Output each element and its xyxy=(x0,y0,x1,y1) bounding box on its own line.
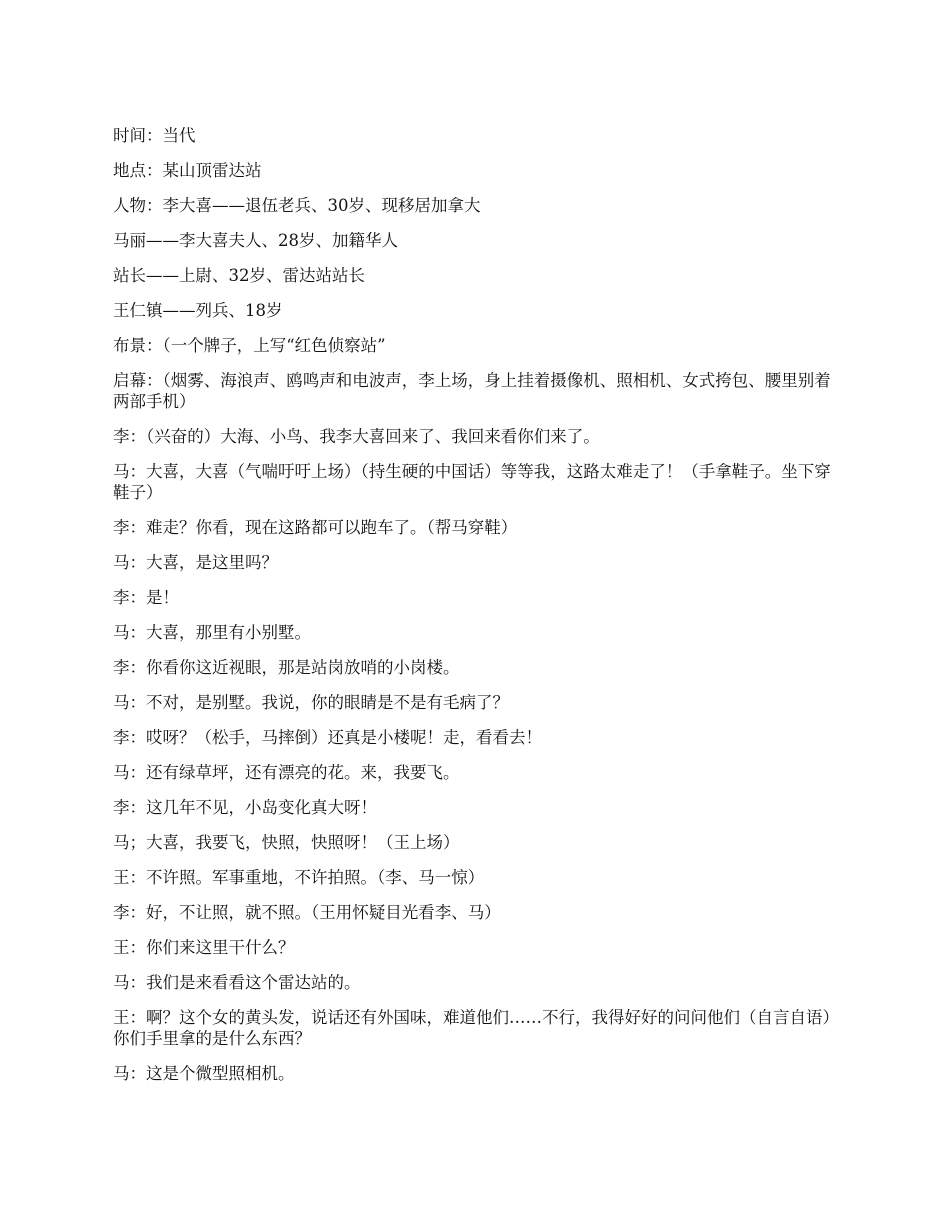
dialogue-line: 王：你们来这里干什么？ xyxy=(113,938,295,957)
dialogue-line: 马：大喜，那里有小别墅。 xyxy=(113,623,311,642)
dialogue-line: 李：哎呀？（松手，马摔倒）还真是小楼呢！走，看看去！ xyxy=(113,728,542,747)
dialogue-line: 王：啊？这个女的黄头发，说话还有外国味，难道他们……不行，我得好好的问问他们（自言自语）你们手里拿的是什么东西？ xyxy=(113,1008,839,1048)
dialogue-line: 马：我们是来看看这个雷达站的。 xyxy=(113,973,361,992)
dialogue-line: 李：这几年不见，小岛变化真大呀！ xyxy=(113,798,377,817)
character-li: 人物：李大喜——退伍老兵、30岁、现移居加拿大 xyxy=(113,196,481,215)
character-wang: 王仁镇——列兵、18岁 xyxy=(113,301,283,320)
stage-setting: 布景：（一个牌子，上写“红色侦察站” xyxy=(113,336,386,355)
character-zhanzhang: 站长——上尉、32岁、雷达站站长 xyxy=(113,266,365,285)
dialogue-line: 李：难走？你看，现在这路都可以跑车了。（帮马穿鞋） xyxy=(113,518,518,537)
dialogue-line: 马：大喜，是这里吗？ xyxy=(113,553,278,572)
dialogue-line: 王：不许照。军事重地，不许拍照。（李、马一惊） xyxy=(113,868,485,887)
dialogue-line: 马：这是个微型照相机。 xyxy=(113,1064,295,1083)
dialogue-line: 马；大喜，我要飞，快照，快照呀！（王上场） xyxy=(113,833,460,852)
scene-time: 时间：当代 xyxy=(113,126,196,145)
character-ma: 马丽——李大喜夫人、28岁、加籍华人 xyxy=(113,231,398,250)
dialogue-line: 李：你看你这近视眼，那是站岗放哨的小岗楼。 xyxy=(113,658,460,677)
dialogue-line: 马：还有绿草坪，还有漂亮的花。来，我要飞。 xyxy=(113,763,460,782)
dialogue-line: 李：（兴奋的）大海、小鸟、我李大喜回来了、我回来看你们来了。 xyxy=(113,427,600,446)
dialogue-line: 马：大喜，大喜（气喘吁吁上场）（持生硬的中国话）等等我，这路太难走了！（手拿鞋子。坐下穿鞋子） xyxy=(113,462,831,502)
script-page xyxy=(113,125,843,1098)
dialogue-line: 马：不对，是别墅。我说，你的眼睛是不是有毛病了？ xyxy=(113,693,509,712)
dialogue-line: 李：是！ xyxy=(113,588,179,607)
scene-location: 地点：某山顶雷达站 xyxy=(113,161,262,180)
opening-direction: 启幕：（烟雾、海浪声、鸥鸣声和电波声，李上场，身上挂着摄像机、照相机、女式挎包、腰里别着两部手机） xyxy=(113,371,831,411)
dialogue-line: 李：好，不让照，就不照。（王用怀疑目光看李、马） xyxy=(113,903,501,922)
